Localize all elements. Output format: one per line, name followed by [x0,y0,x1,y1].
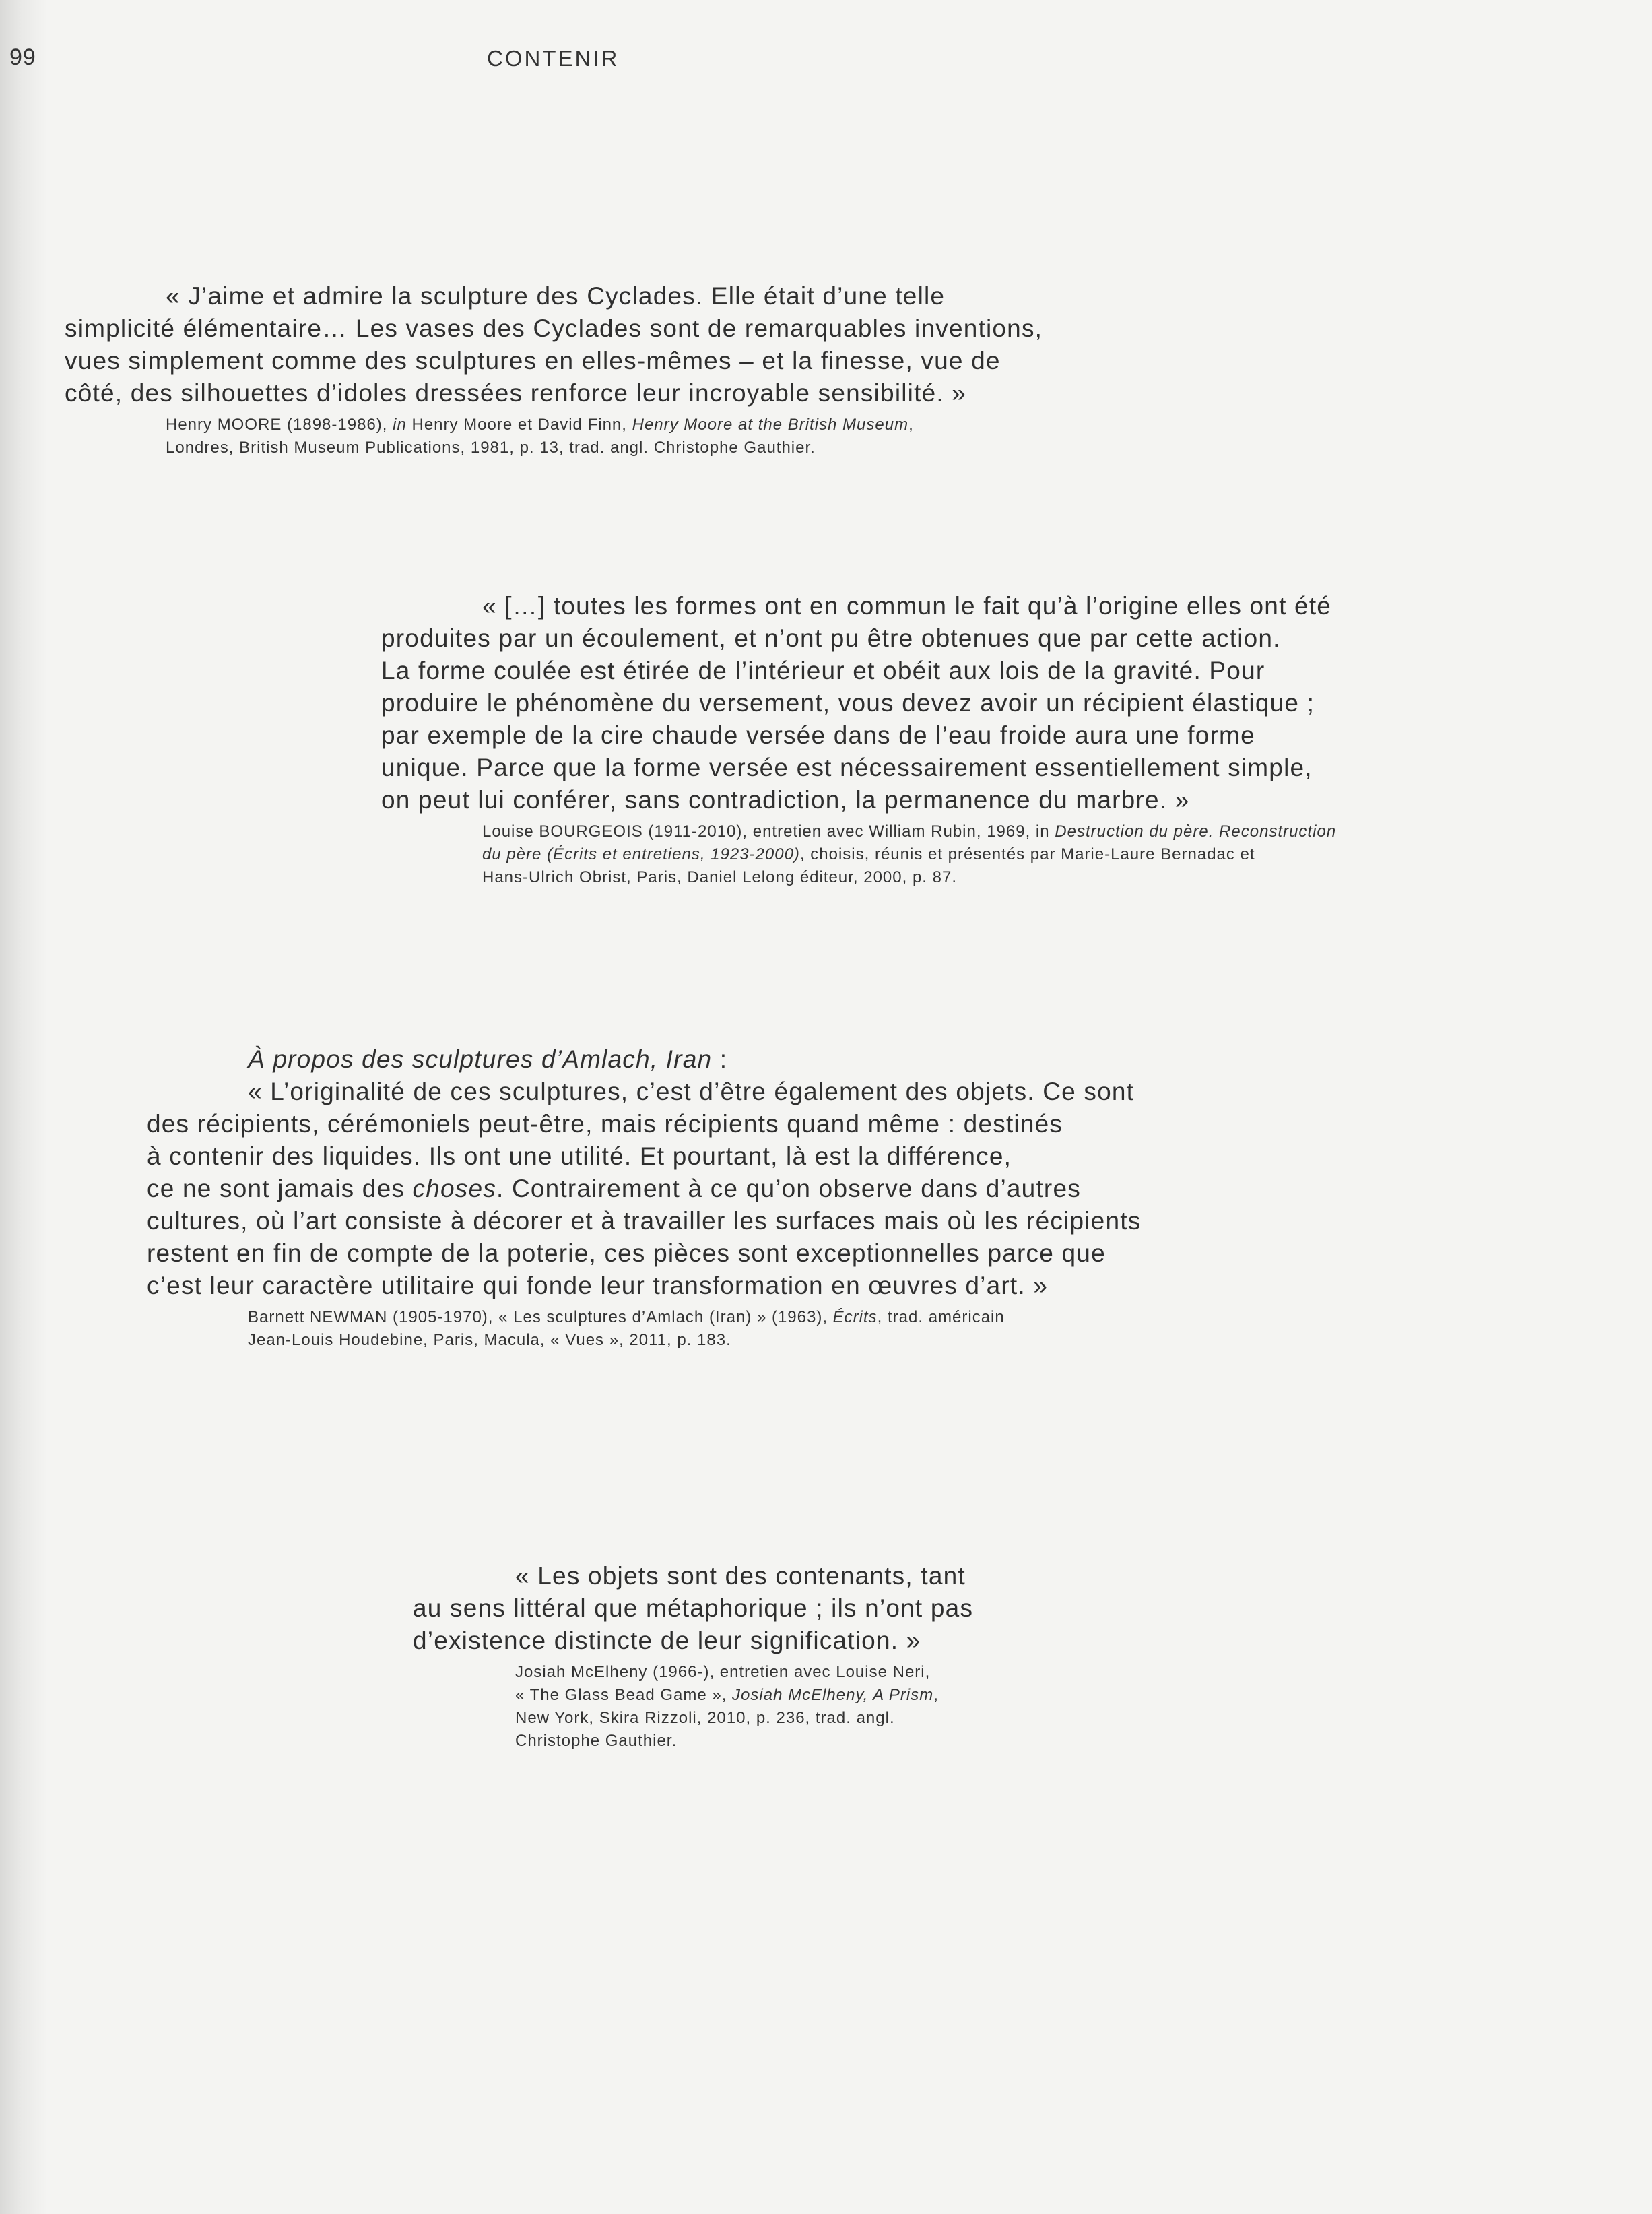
quote-line: « […] toutes les formes ont en commun le fait qu’à l’origine elles ont été [482,592,1332,620]
quote-source [147,1306,1141,1352]
quote-line: au sens littéral que métaphorique ; ils n’ont pas [413,1594,974,1622]
quote-bourgeois [381,590,1336,889]
source-line: « The Glass Bead Game », Josiah McElheny, A Prism, [515,1686,939,1704]
source-line: Henry MOORE (1898-1986), in Henry Moore et David Finn, Henry Moore at the British Museum, [166,416,914,434]
quote-line: à contenir des liquides. Ils ont une utilité. Et pourtant, là est la différence, [147,1142,1012,1170]
quote-source [413,1661,973,1753]
quote-newman [147,1043,1141,1352]
source-line: Christophe Gauthier. [515,1732,678,1750]
source-line: New York, Skira Rizzoli, 2010, p. 236, trad. angl. [515,1709,895,1727]
quote-line: « J’aime et admire la sculpture des Cyclades. Elle était d’une telle [166,282,946,310]
book-gutter-shadow [0,0,47,2214]
quote-line: produites par un écoulement, et n’ont pu être obtenues que par cette action. [381,624,1281,652]
quote-line: vues simplement comme des sculptures en elles-mêmes – et la finesse, vue de [65,347,1001,375]
source-line: du père (Écrits et entretiens, 1923-2000), choisis, réunis et présentés par Marie-Laure Bernadac et [482,845,1255,864]
source-line: Louise BOURGEOIS (1911-2010), entretien avec William Rubin, 1969, in Destruction du père. Reconstruction [482,822,1337,841]
quote-line: simplicité élémentaire… Les vases des Cyclades sont de remarquables inventions, [65,315,1043,342]
quote-moore [65,280,1043,459]
source-line: Barnett NEWMAN (1905-1970), « Les sculptures d’Amlach (Iran) » (1963), Écrits, trad. américain [248,1308,1005,1326]
quote-source [65,414,1043,459]
quote-line: on peut lui conférer, sans contradiction, la permanence du marbre. » [381,786,1190,814]
quote-line: d’existence distincte de leur signification. » [413,1627,921,1654]
source-line: Hans-Ulrich Obrist, Paris, Daniel Lelong éditeur, 2000, p. 87. [482,868,957,886]
running-head: CONTENIR [487,46,620,71]
quote-line: produire le phénomène du versement, vous devez avoir un récipient élastique ; [381,689,1315,717]
quote-line: « L’originalité de ces sculptures, c’est d’être également des objets. Ce sont [248,1078,1135,1105]
page-number: 99 [9,44,36,70]
quote-mcelheny [413,1560,973,1753]
quote-line: côté, des silhouettes d’idoles dressées renforce leur incroyable sensibilité. » [65,379,967,407]
quote-line: restent en fin de compte de la poterie, ces pièces sont exceptionnelles parce que [147,1239,1106,1267]
quote-line: « Les objets sont des contenants, tant [515,1562,966,1590]
quote-line: par exemple de la cire chaude versée dans de l’eau froide aura une forme [381,721,1255,749]
source-line: Jean-Louis Houdebine, Paris, Macula, « Vues », 2011, p. 183. [248,1331,731,1349]
quote-source [381,820,1336,889]
quote-line: cultures, où l’art consiste à décorer et à travailler les surfaces mais où les récipients [147,1207,1142,1235]
quote-line: c’est leur caractère utilitaire qui fonde leur transformation en œuvres d’art. » [147,1272,1049,1299]
quote-line: unique. Parce que la forme versée est nécessairement essentiellement simple, [381,754,1313,781]
quote-line: ce ne sont jamais des choses. Contrairement à ce qu’on observe dans d’autres [147,1175,1081,1202]
source-line: Josiah McElheny (1966-), entretien avec Louise Neri, [515,1663,931,1681]
quote-line: des récipients, cérémoniels peut-être, mais récipients quand même : destinés [147,1110,1063,1138]
quote-intro: À propos des sculptures d’Amlach, Iran : [248,1045,728,1073]
quote-line: La forme coulée est étirée de l’intérieur et obéit aux lois de la gravité. Pour [381,657,1265,684]
source-line: Londres, British Museum Publications, 1981, p. 13, trad. angl. Christophe Gauthier. [166,438,816,457]
